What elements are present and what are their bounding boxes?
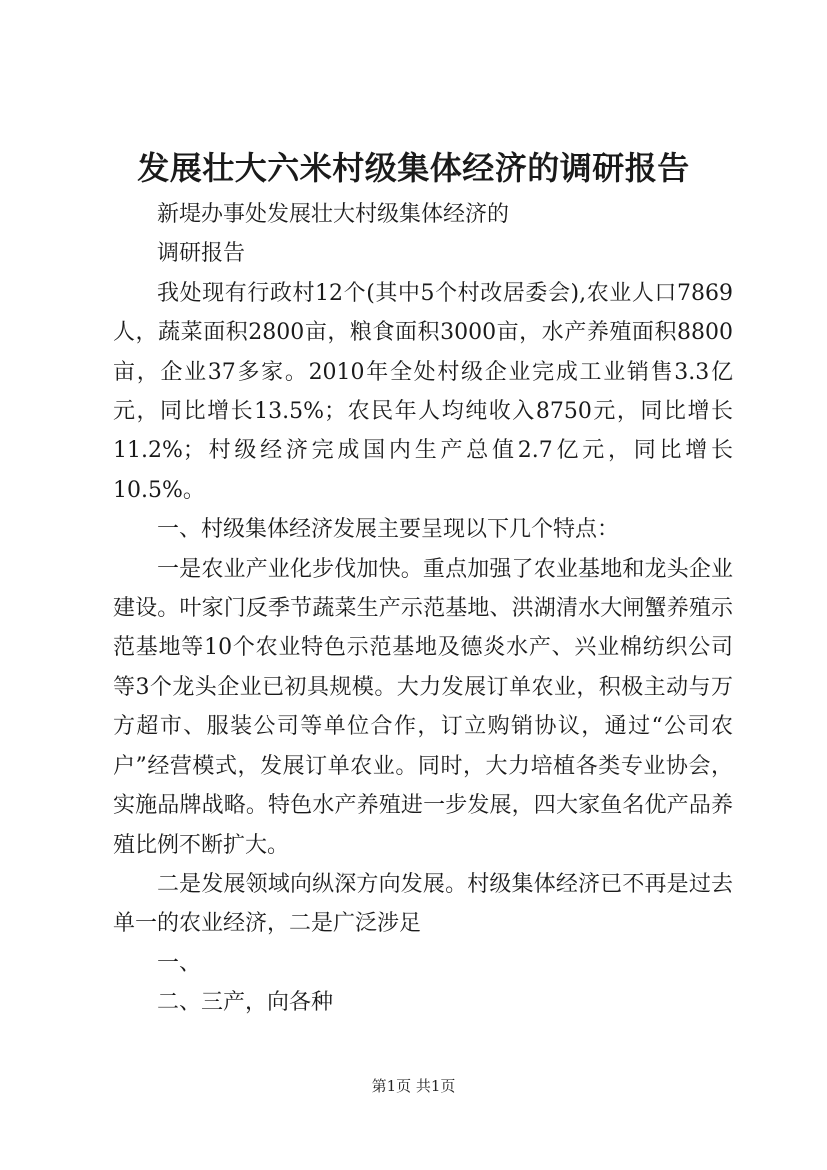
document-body xyxy=(113,195,733,1023)
paragraph-section-heading: 一、村级集体经济发展主要呈现以下几个特点： xyxy=(157,517,620,543)
paragraph-point-two: 二是发展领域向纵深方向发展。村级集体经济已不再是过去单一的农业经济，二是广泛涉足 xyxy=(113,871,733,937)
page-footer: 第1页 共1页 xyxy=(371,1077,456,1095)
paragraph-fragment-2: 二、三产，向各种 xyxy=(157,990,334,1016)
paragraph-subtitle-line-1: 新堤办事处发展壮大村级集体经济的 xyxy=(157,202,510,227)
paragraph-fragment-1: 一、 xyxy=(157,950,202,976)
document-title: 发展壮大六米村级集体经济的调研报告 xyxy=(137,149,690,187)
paragraph-overview: 我处现有行政村12个(其中5个村改居委会),农业人口7869人，蔬菜面积2800亩，粮食面积3000亩，水产养殖面积8800亩，企业37多家。2010年全处村级企业完成工业销售3.3亿元，同比增长13.5%；农民年人均纯收入8750元，同比增长11.2%；村级经济完成国内生产总值2.7亿元，同比增长10.5%。 xyxy=(113,280,733,503)
paragraph-point-one: 一是农业产业化步伐加快。重点加强了农业基地和龙头企业建设。叶家门反季节蔬菜生产示范基地、洪湖清水大闸蟹养殖示范基地等10个农业特色示范基地及德炎水产、兴业棉纺织公司等3个龙头企业已初具规模。大力发展订单农业，积极主动与万方超市、服装公司等单位合作，订立购销协议，通过“公司农户”经营模式，发展订单农业。同时，大力培植各类专业协会，实施品牌战略。特色水产养殖进一步发展，四大家鱼名优产品养殖比例不断扩大。 xyxy=(113,556,733,858)
paragraph-subtitle-line-2: 调研报告 xyxy=(157,241,246,267)
